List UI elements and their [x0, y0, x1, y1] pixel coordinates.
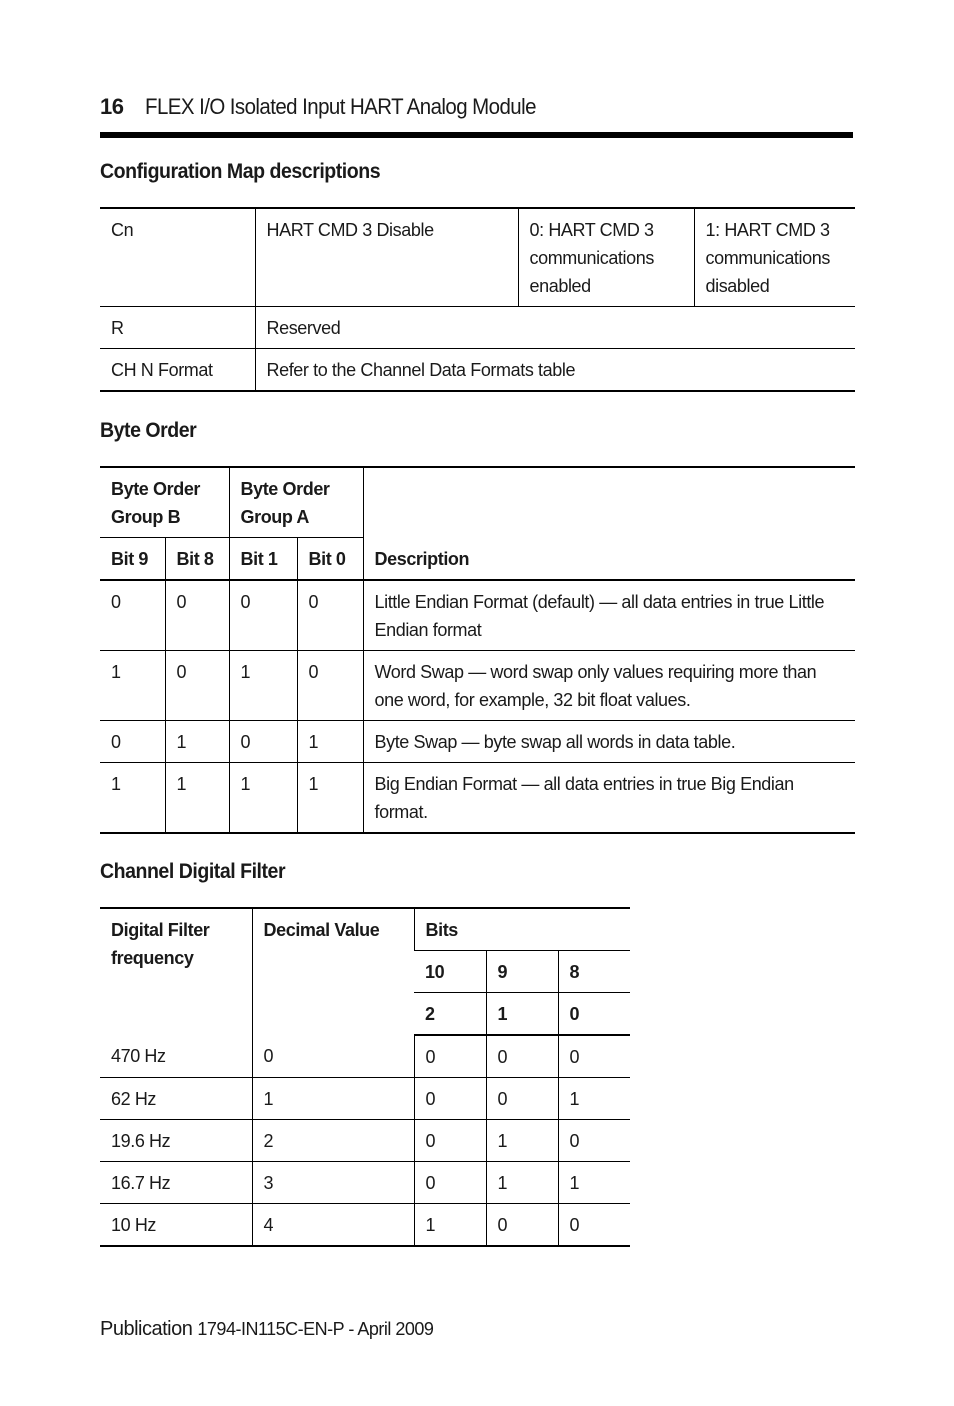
table-cell: 0: [229, 580, 297, 651]
table-cell: 10 Hz: [111, 1215, 157, 1235]
table-cell: 1: [486, 1162, 558, 1204]
table-cell: 1: [229, 651, 297, 721]
table-cell: 1: [486, 1120, 558, 1162]
table-cell: Word Swap — word swap only values requiring more than one word, for example, 32 bit float values.: [363, 651, 855, 721]
bit-header: 9: [486, 951, 558, 993]
byte-order-heading: Byte Order: [100, 419, 197, 442]
table-cell: Big Endian Format — all data entries in true Big Endian format.: [363, 763, 855, 834]
table-cell: Byte Swap — byte swap all words in data table.: [363, 721, 855, 763]
table-cell: 0: [414, 1078, 486, 1120]
bits-header: Bits: [414, 908, 630, 951]
table-cell: Little Endian Format (default) — all data entries in true Little Endian format: [363, 580, 855, 651]
table-cell: 0: [414, 1162, 486, 1204]
table-cell: 0: [100, 580, 165, 651]
digital-filter-table: [100, 907, 630, 1247]
table-cell: 1: [165, 721, 229, 763]
table-cell: 1: [229, 763, 297, 834]
table-cell: 1: [111, 774, 121, 794]
table-cell: 1: [414, 1204, 486, 1247]
table-cell: 3: [252, 1162, 414, 1204]
page-header: [100, 92, 855, 138]
table-cell: 0: [558, 1120, 630, 1162]
bit-header: Bit 8: [165, 538, 229, 581]
page-title: FLEX I/O Isolated Input HART Analog Module: [145, 94, 536, 119]
bit-header: 1: [486, 993, 558, 1036]
table-cell: 2: [252, 1120, 414, 1162]
table-cell: 1: [297, 721, 363, 763]
table-row: [100, 651, 855, 721]
header-rule: [100, 132, 853, 138]
table-cell: 62 Hz: [100, 1078, 252, 1120]
description-header: Description: [363, 467, 855, 580]
table-row: [100, 763, 855, 834]
table-cell: R: [100, 307, 255, 349]
table-cell: 16.7 Hz: [100, 1162, 252, 1204]
table-cell: 470 Hz: [100, 1035, 252, 1078]
bit-header: 10: [414, 951, 486, 993]
table-row: [100, 208, 855, 307]
table-cell: 0: [165, 651, 229, 721]
page-footer: [100, 1318, 433, 1341]
bit-header: 0: [558, 993, 630, 1036]
table-cell: 0: [486, 1078, 558, 1120]
table-row: [100, 721, 855, 763]
table-row: [100, 1035, 630, 1078]
digital-filter-heading: Channel Digital Filter: [100, 860, 286, 883]
table-cell: 1: [558, 1078, 630, 1120]
table-row: [100, 1204, 630, 1247]
bit-header: Bit 1: [229, 538, 297, 581]
table-cell: 0: [414, 1035, 486, 1078]
table-cell: 1: [100, 651, 165, 721]
table-cell: 0: [297, 651, 363, 721]
table-cell: 0: [414, 1120, 486, 1162]
table-header-row: [100, 467, 855, 538]
frequency-header: Digital Filter frequency: [111, 920, 210, 968]
table-cell: 0: [165, 580, 229, 651]
table-cell: 1: HART CMD 3 communications disabled: [694, 208, 855, 307]
table-cell: Reserved: [255, 307, 855, 349]
table-cell: 0: [100, 721, 165, 763]
table-cell: 0: [229, 721, 297, 763]
table-cell: Cn: [100, 208, 255, 307]
group-a-header: Byte Order Group A: [229, 467, 363, 538]
byte-order-table: [100, 466, 855, 834]
table-cell: 0: [558, 1204, 630, 1247]
table-cell: 0: [486, 1035, 558, 1078]
table-row: [100, 1120, 630, 1162]
table-row: [100, 580, 855, 651]
table-cell: 0: [252, 1035, 414, 1078]
table-row: [100, 1078, 630, 1120]
group-b-header: Byte Order Group B: [111, 479, 201, 527]
table-cell: 0: [297, 580, 363, 651]
table-cell: 1: [252, 1078, 414, 1120]
table-cell: 19.6 Hz: [100, 1120, 252, 1162]
table-cell: HART CMD 3 Disable: [255, 208, 518, 307]
page-number: 16: [100, 94, 124, 119]
bit-header: 8: [558, 951, 630, 993]
publication-number: 1794-IN115C-EN-P - April 2009: [197, 1319, 434, 1339]
table-cell: 1: [297, 763, 363, 834]
table-row: [100, 307, 855, 349]
table-cell: 0: [558, 1035, 630, 1078]
bit-header: Bit 9: [100, 538, 165, 581]
bit-header: Bit 0: [297, 538, 363, 581]
table-cell: 0: [486, 1204, 558, 1247]
config-map-table: [100, 207, 855, 392]
table-cell: 0: HART CMD 3 communications enabled: [518, 208, 694, 307]
table-row: [100, 349, 855, 392]
footer-label: Publication: [100, 1318, 193, 1340]
table-row: [100, 1162, 630, 1204]
table-header-row: [100, 908, 630, 951]
bit-header: 2: [414, 993, 486, 1036]
table-cell: CH N Format: [111, 360, 213, 380]
table-cell: 1: [165, 763, 229, 834]
table-cell: Refer to the Channel Data Formats table: [255, 349, 855, 392]
decimal-header: Decimal Value: [252, 908, 414, 1035]
config-map-heading: Configuration Map descriptions: [100, 160, 381, 183]
table-cell: 1: [558, 1162, 630, 1204]
table-cell: 4: [252, 1204, 414, 1247]
